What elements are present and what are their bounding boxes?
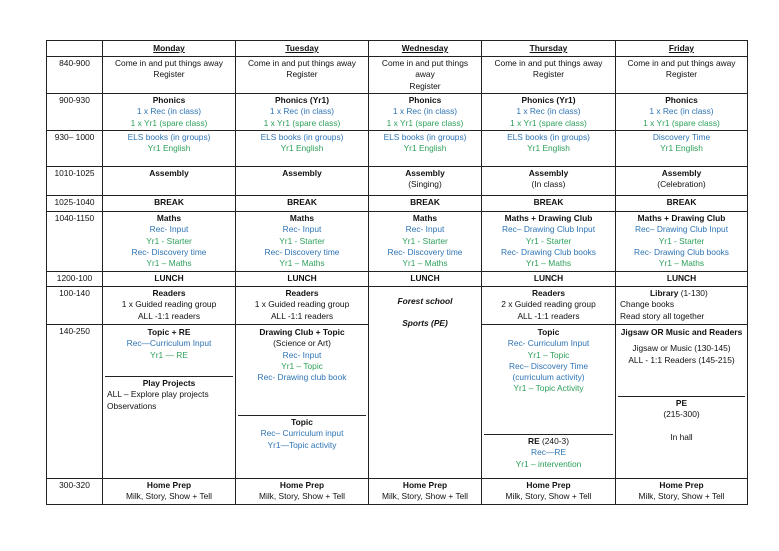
- cell-title: BREAK: [154, 197, 184, 207]
- fri-jigsaw-block: [618, 326, 745, 396]
- cell-line: ELS books (in groups): [383, 132, 467, 142]
- cell-title: Jigsaw OR Music and Readers: [620, 327, 743, 337]
- cell-thu-lunch: [482, 272, 616, 287]
- cell-thu-phonics: [482, 94, 616, 131]
- mon-topic-re-block: [105, 326, 233, 376]
- cell-line: Yr1 English: [147, 143, 191, 154]
- cell-line: Rec– Drawing Club Input: [634, 224, 729, 235]
- cell-line: Rec—RE: [531, 447, 566, 458]
- cell-line: Yr1 - Starter: [525, 235, 572, 246]
- cell-line: Yr1 – Maths: [525, 258, 572, 269]
- cell-thu-arrival: [482, 57, 616, 94]
- day-header-thursday: Thursday: [482, 41, 616, 57]
- cell-title: Assembly: [282, 168, 322, 178]
- cell-title: Forest school: [397, 296, 453, 306]
- cell-tue-els: [236, 131, 369, 167]
- cell-line: Yr1 – Maths: [146, 258, 192, 269]
- cell-title: Assembly: [149, 168, 189, 178]
- cell-line: Come in and put things away: [494, 58, 603, 68]
- cell-line: ELS books (in groups): [260, 132, 344, 142]
- time-cell: 1040-1150: [47, 212, 103, 272]
- cell-line: 1 x Guided reading group: [121, 299, 217, 310]
- cell-line: Yr1 – intervention: [515, 458, 582, 469]
- tue-drawing-club-block: [238, 326, 366, 415]
- cell-wed-lunch: [369, 272, 482, 287]
- time-cell: 1010-1025: [47, 167, 103, 196]
- cell-title: Home Prep: [526, 480, 571, 490]
- cell-fri-lunch: [616, 272, 748, 287]
- cell-line: (Singing): [408, 179, 442, 190]
- cell-line: Yr1 - Starter: [402, 235, 448, 246]
- cell-line: 1 x Rec (in class): [516, 106, 581, 117]
- cell-title: Assembly: [528, 168, 569, 178]
- fri-pe-block: [618, 396, 745, 444]
- cell-mon-phonics: [103, 94, 236, 131]
- cell-title: Home Prep: [146, 480, 192, 490]
- day-header-friday: Friday: [616, 41, 748, 57]
- cell-line: (215-300): [663, 409, 700, 420]
- cell-fri-maths: [616, 212, 748, 272]
- cell-tue-arrival: [236, 57, 369, 94]
- cell-title: Readers: [152, 288, 186, 298]
- cell-title: LUNCH: [410, 273, 440, 283]
- cell-line: Come in and put things: [381, 58, 469, 68]
- cell-line: Rec- Drawing Club books: [634, 246, 729, 257]
- cell-mon-els: [103, 131, 236, 167]
- day-header-tuesday: Tuesday: [236, 41, 369, 57]
- cell-line: ALL -1:1 readers: [517, 310, 580, 321]
- cell-line: 1 x Rec (in class): [649, 106, 714, 117]
- cell-title: Home Prep: [402, 480, 448, 490]
- cell-line: 1 x Yr1 (spare class): [510, 117, 587, 128]
- cell-title: Drawing Club + Topic: [259, 327, 345, 337]
- cell-tue-lunch: [236, 272, 369, 287]
- row-930-1000: [47, 131, 748, 167]
- cell-line: Yr1 — RE: [150, 349, 188, 360]
- cell-title: Maths: [156, 213, 182, 223]
- cell-title: Home Prep: [659, 480, 704, 490]
- cell-line: Rec—Curriculum Input: [126, 338, 212, 349]
- cell-title: Phonics (Yr1): [521, 95, 576, 105]
- cell-title: BREAK: [287, 197, 317, 207]
- cell-fri-discovery: [616, 131, 748, 167]
- cell-title: Sports (PE): [402, 318, 448, 329]
- cell-line: Yr1 English: [280, 143, 324, 154]
- cell-line: 1 x Yr1 (spare class): [643, 117, 720, 128]
- row-900-930: [47, 94, 748, 131]
- cell-line: 1 x Rec (in class): [392, 106, 458, 117]
- cell-line: ELS books (in groups): [507, 132, 590, 142]
- cell-thu-break: [482, 196, 616, 212]
- cell-line: (In class): [531, 179, 566, 190]
- cell-mon-maths: [103, 212, 236, 272]
- cell-line: Register: [409, 80, 441, 91]
- cell-line: Yr1 – Topic Activity: [513, 383, 584, 394]
- cell-fri-break: [616, 196, 748, 212]
- cell-wed-home-prep: [369, 479, 482, 505]
- cell-thu-assembly: [482, 167, 616, 196]
- cell-line: Register: [532, 69, 565, 80]
- time-cell: 1025-1040: [47, 196, 103, 212]
- cell-title: Topic: [291, 417, 313, 427]
- cell-line: Yr1 - Starter: [658, 235, 705, 246]
- cell-title: Phonics: [665, 95, 698, 105]
- cell-line: Jigsaw or Music (130-145): [632, 343, 731, 354]
- cell-line: Observations: [107, 400, 157, 411]
- cell-tue-phonics: [236, 94, 369, 131]
- time-cell: 140-250: [47, 325, 103, 479]
- thu-re-block: [484, 434, 613, 471]
- cell-title: BREAK: [666, 197, 697, 207]
- cell-line: Yr1 English: [403, 143, 447, 154]
- cell-line: Rec– Drawing Club Input: [501, 224, 596, 235]
- cell-line: Milk, Story, Show + Tell: [381, 491, 469, 502]
- cell-mon-assembly: [103, 167, 236, 196]
- cell-title: Home Prep: [279, 480, 325, 490]
- cell-line: ALL -1:1 readers: [137, 310, 201, 321]
- cell-title: Readers: [285, 288, 319, 298]
- cell-title-suffix: (1-130): [678, 288, 708, 298]
- cell-fri-library: [616, 287, 748, 325]
- cell-tue-readers: [236, 287, 369, 325]
- cell-wed-maths: [369, 212, 482, 272]
- cell-line: 1 x Yr1 (spare class): [263, 117, 341, 128]
- cell-line: Rec- Input: [149, 224, 189, 235]
- cell-line: Yr1—Topic activity: [267, 439, 337, 450]
- cell-title: LUNCH: [154, 273, 184, 283]
- cell-line: 1 x Rec (in class): [136, 106, 202, 117]
- cell-title: Assembly: [661, 168, 702, 178]
- cell-line: Milk, Story, Show + Tell: [258, 491, 346, 502]
- cell-line: (Celebration): [657, 179, 706, 190]
- cell-line: 1 x Yr1 (spare class): [130, 117, 208, 128]
- cell-line: Register: [286, 69, 318, 80]
- cell-fri-phonics: [616, 94, 748, 131]
- cell-title: LUNCH: [287, 273, 317, 283]
- cell-title: Maths: [289, 213, 315, 223]
- time-cell: 900-930: [47, 94, 103, 131]
- cell-title: Maths + Drawing Club: [637, 213, 726, 223]
- cell-tue-home-prep: [236, 479, 369, 505]
- cell-title: Readers: [531, 288, 566, 298]
- cell-line: Rec– Curriculum input: [260, 428, 344, 439]
- cell-line: ELS books (in groups): [127, 132, 211, 142]
- cell-wed-break: [369, 196, 482, 212]
- cell-line: Change books: [620, 299, 675, 310]
- cell-title: BREAK: [410, 197, 440, 207]
- cell-thu-home-prep: [482, 479, 616, 505]
- time-cell: 930– 1000: [47, 131, 103, 167]
- cell-line: Yr1 – Topic: [281, 360, 323, 371]
- cell-line: Come in and put things away: [114, 58, 223, 68]
- cell-wed-phonics: [369, 94, 482, 131]
- cell-tue-maths: [236, 212, 369, 272]
- time-cell: 840-900: [47, 57, 103, 94]
- cell-mon-lunch: [103, 272, 236, 287]
- cell-line: Rec– Discovery Time: [508, 360, 589, 371]
- cell-title: Topic + RE: [147, 327, 191, 337]
- cell-fri-arrival: [616, 57, 748, 94]
- cell-line: away: [415, 69, 435, 80]
- cell-line: ALL – Explore play projects: [107, 389, 209, 400]
- cell-title-suffix: (240-3): [539, 436, 569, 446]
- cell-line: Yr1 – Maths: [658, 258, 705, 269]
- cell-mon-afternoon: [103, 325, 236, 479]
- day-header-monday: Monday: [103, 41, 236, 57]
- cell-thu-afternoon: [482, 325, 616, 479]
- cell-line: Rec- Drawing Club books: [501, 246, 596, 257]
- cell-line: Register: [153, 69, 185, 80]
- cell-line: ALL - 1:1 Readers (145-215): [628, 354, 735, 365]
- cell-tue-assembly: [236, 167, 369, 196]
- row-1025-1040: [47, 196, 748, 212]
- cell-title: Phonics: [152, 95, 186, 105]
- cell-mon-break: [103, 196, 236, 212]
- timetable: [46, 40, 748, 505]
- time-cell: 1200-100: [47, 272, 103, 287]
- row-1010-1025: [47, 167, 748, 196]
- cell-line: Milk, Story, Show + Tell: [505, 491, 592, 502]
- header-row: [47, 41, 748, 57]
- cell-line: Yr1 English: [660, 143, 703, 154]
- cell-wed-arrival: [369, 57, 482, 94]
- cell-wed-forest-school: [369, 287, 482, 479]
- cell-thu-els: [482, 131, 616, 167]
- cell-line: Read story all together: [620, 310, 705, 321]
- cell-title: LUNCH: [666, 273, 697, 283]
- cell-mon-home-prep: [103, 479, 236, 505]
- cell-line: Yr1 – Maths: [279, 258, 325, 269]
- cell-thu-readers: [482, 287, 616, 325]
- row-840-900: [47, 57, 748, 94]
- time-cell: 300-320: [47, 479, 103, 505]
- cell-title: LUNCH: [533, 273, 564, 283]
- cell-line: Yr1 – Topic: [527, 349, 570, 360]
- cell-wed-els: [369, 131, 482, 167]
- cell-title: RE: [528, 436, 540, 446]
- cell-fri-assembly: [616, 167, 748, 196]
- cell-mon-arrival: [103, 57, 236, 94]
- cell-line: In hall: [670, 431, 693, 442]
- cell-line: Yr1 – Maths: [402, 258, 448, 269]
- cell-line: Come in and put things away: [627, 58, 736, 68]
- cell-line: (curriculum activity): [512, 372, 585, 383]
- row-300-320: [47, 479, 748, 505]
- row-1200-100: [47, 272, 748, 287]
- cell-line: 1 x Guided reading group: [254, 299, 350, 310]
- cell-title: Play Projects: [142, 378, 196, 388]
- cell-line: Rec- Discovery time: [264, 246, 340, 257]
- cell-line: Rec- Discovery time: [387, 246, 463, 257]
- cell-title: Phonics (Yr1): [275, 95, 329, 105]
- cell-title: Assembly: [405, 168, 445, 178]
- cell-wed-assembly: [369, 167, 482, 196]
- cell-title-line: [486, 436, 611, 447]
- cell-line: Come in and put things away: [247, 58, 356, 68]
- cell-line: Milk, Story, Show + Tell: [638, 491, 725, 502]
- cell-tue-afternoon: [236, 325, 369, 479]
- cell-title-line: [620, 288, 745, 299]
- cell-title: Library: [650, 288, 679, 298]
- cell-title: Phonics: [408, 95, 442, 105]
- cell-line: 1 x Rec (in class): [269, 106, 335, 117]
- cell-line: Rec- Discovery time: [131, 246, 207, 257]
- cell-line: Rec- Input: [405, 224, 445, 235]
- cell-line: (Science or Art): [273, 338, 331, 349]
- cell-mon-readers: [103, 287, 236, 325]
- cell-line: Rec- Input: [282, 349, 322, 360]
- cell-title: Maths + Drawing Club: [504, 213, 593, 223]
- cell-title: PE: [675, 398, 688, 408]
- cell-line: Register: [665, 69, 698, 80]
- cell-title: Topic: [537, 327, 560, 337]
- thu-topic-block: [484, 326, 613, 434]
- cell-line: Milk, Story, Show + Tell: [125, 491, 213, 502]
- cell-line: Rec- Drawing club book: [257, 372, 347, 383]
- cell-line: Yr1 - Starter: [146, 235, 192, 246]
- row-100-140: [47, 287, 748, 325]
- day-header-wednesday: Wednesday: [369, 41, 482, 57]
- corner-cell: [47, 41, 103, 57]
- tue-topic-block: [238, 415, 366, 452]
- time-cell: 100-140: [47, 287, 103, 325]
- cell-thu-maths: [482, 212, 616, 272]
- cell-line: 2 x Guided reading group: [501, 299, 596, 310]
- cell-line: 1 x Yr1 (spare class): [386, 117, 464, 128]
- cell-line: Yr1 English: [527, 143, 570, 154]
- cell-title: BREAK: [533, 197, 564, 207]
- cell-line: Discovery Time: [652, 132, 711, 142]
- row-1040-1150: [47, 212, 748, 272]
- cell-fri-home-prep: [616, 479, 748, 505]
- cell-fri-afternoon: [616, 325, 748, 479]
- mon-play-projects-block: [105, 376, 233, 413]
- cell-line: Yr1 - Starter: [279, 235, 325, 246]
- cell-line: ALL -1:1 readers: [270, 310, 334, 321]
- cell-tue-break: [236, 196, 369, 212]
- cell-title: Maths: [412, 213, 438, 223]
- cell-line: Rec- Curriculum Input: [507, 338, 590, 349]
- cell-line: Rec- Input: [282, 224, 322, 235]
